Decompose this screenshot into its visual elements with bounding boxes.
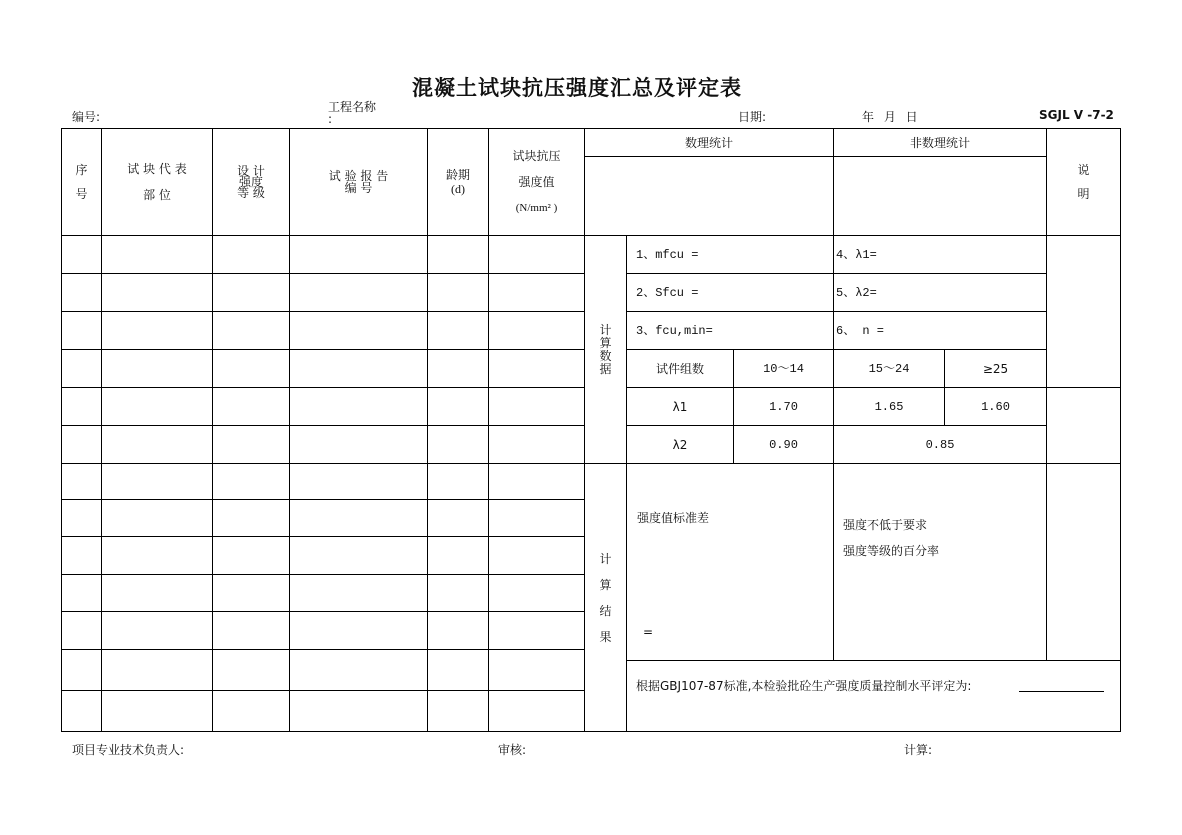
lambda1-value-b: 1.65 — [874, 399, 904, 414]
col-header-math-stats: 数理统计 — [684, 135, 733, 150]
grade-percent-label: 强度等级的百分率 — [843, 544, 940, 558]
project-name-colon: : — [328, 112, 333, 126]
date-ymd: 年 月 日 — [862, 110, 918, 124]
col-header-seq: 序号 — [75, 163, 88, 201]
mfcu-label: 1、mfcu = — [636, 248, 699, 262]
lambda2-label: λ2 — [672, 437, 688, 452]
date-label: 日期: — [738, 110, 767, 124]
project-name-label: 工程名称 — [328, 100, 377, 114]
group-10-14: 10～14 — [763, 361, 804, 376]
lambda2-value-a: 0.90 — [769, 437, 798, 452]
std-dev-equals: = — [643, 625, 654, 639]
tech-lead-label: 项目专业技术负责人: — [72, 743, 185, 757]
lambda1-eq-label: 4、λ1= — [836, 248, 877, 262]
lambda1-value-a: 1.70 — [769, 399, 798, 414]
lambda2-value-b: 0.85 — [925, 437, 955, 452]
review-label: 审核: — [498, 743, 527, 757]
group-25-plus: ≥25 — [982, 361, 1009, 376]
col-header-non-math-stats: 非数理统计 — [909, 135, 970, 150]
fcumin-label: 3、fcu,min= — [636, 324, 713, 338]
calc-data-side-label: 计算数据 — [599, 322, 612, 376]
std-dev-label: 强度值标准差 — [637, 511, 710, 525]
lambda2-eq-label: 5、λ2= — [836, 286, 877, 300]
calc-label: 计算: — [904, 743, 933, 757]
col-header-note: 说明 — [1077, 163, 1090, 201]
calc-result-side-label: 计算结果 — [599, 551, 612, 644]
lambda1-label: λ1 — [672, 399, 688, 414]
sfcu-label: 2、Sfcu = — [636, 286, 699, 300]
n-eq-label: 6、 n = — [836, 324, 885, 338]
col-header-report-no: 试 验 报 告 编 号 — [328, 169, 389, 195]
conclusion-text: 根据GBJ107-87标准,本检验批砼生产强度质量控制水平评定为: — [636, 679, 972, 693]
number-label: 编号: — [72, 110, 101, 124]
group-count-label: 试件组数 — [655, 361, 704, 376]
col-header-age: 龄期 (d) — [445, 168, 470, 196]
col-header-strength: 试块抗压 强度值 (N/mm² ) — [512, 149, 561, 214]
group-15-24: 15～24 — [868, 361, 910, 376]
col-header-design-grade: 设 计 强度 等 级 — [237, 163, 265, 200]
lambda1-value-c: 1.60 — [981, 399, 1010, 414]
col-header-block-part: 试 块 代 表 部 位 — [127, 162, 187, 202]
form-code: SGJL V -7-2 — [1039, 108, 1114, 122]
page-title: 混凝土试块抗压强度汇总及评定表 — [412, 76, 742, 100]
not-lower-label: 强度不低于要求 — [843, 518, 928, 532]
